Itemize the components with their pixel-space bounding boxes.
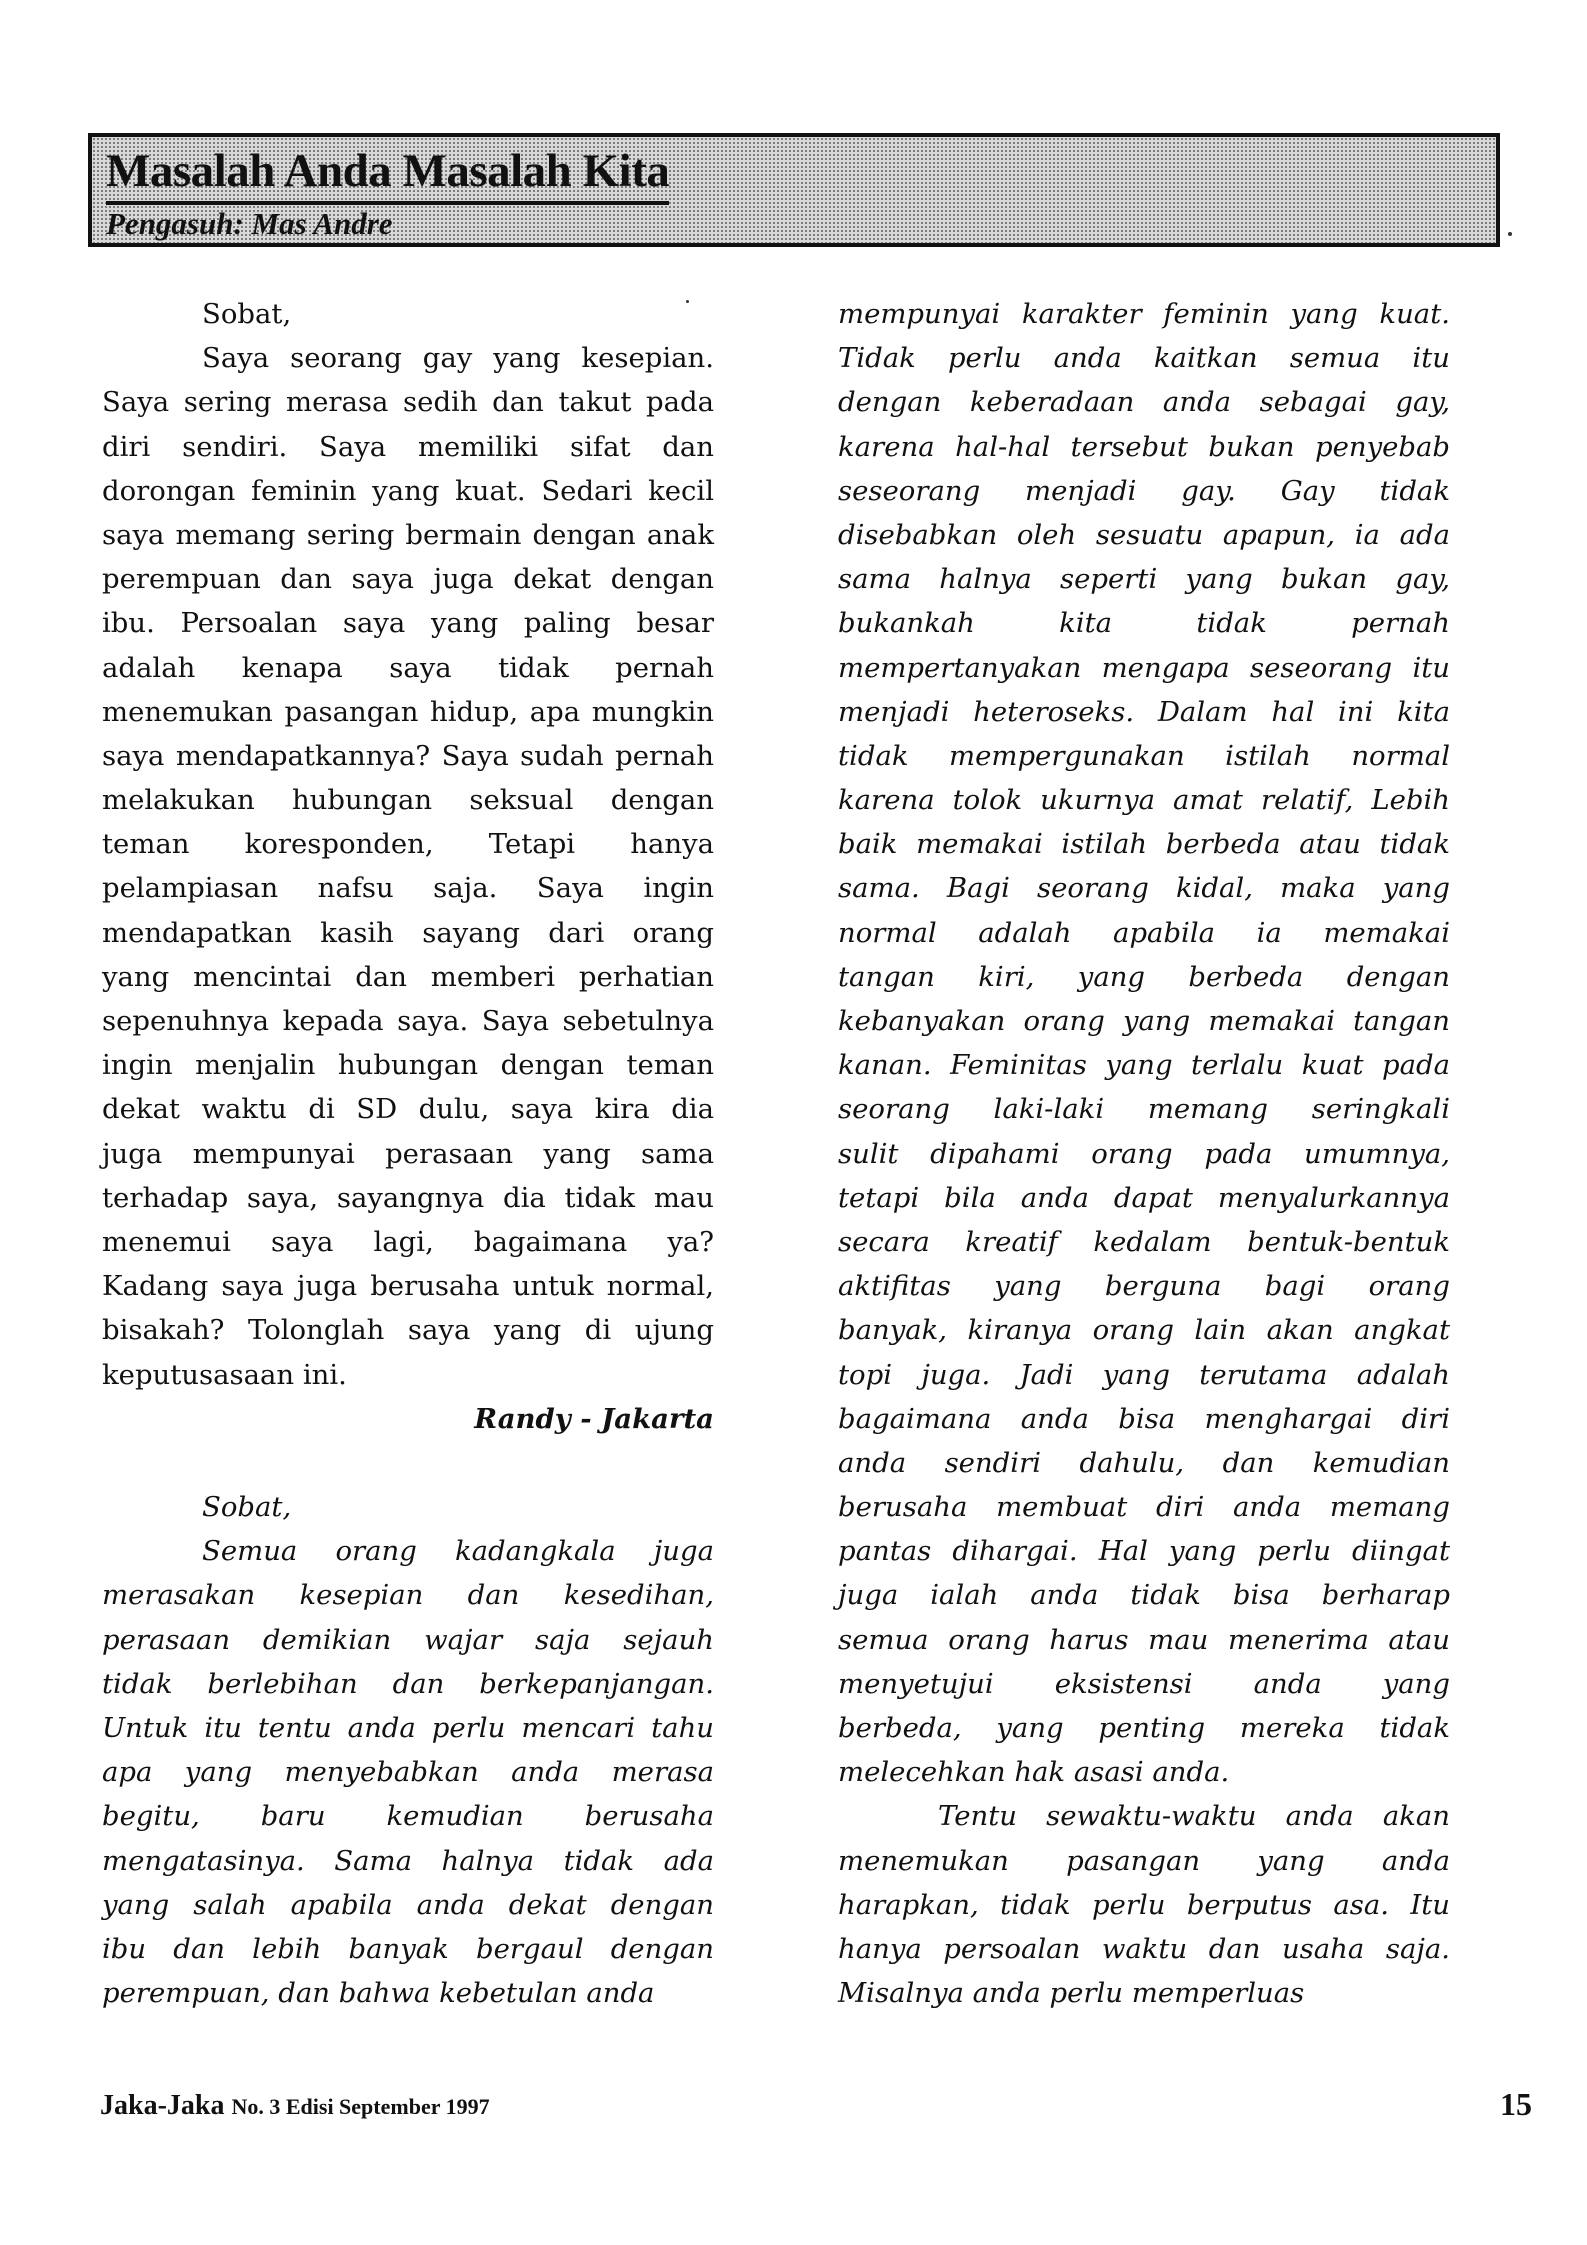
reply-part-1 xyxy=(102,1485,714,2015)
reply-line: kanan. Feminitas yang terlalu kuat pada xyxy=(838,1049,1450,1082)
letter-line: juga mempunyai perasaan yang sama xyxy=(102,1137,714,1170)
reply-line: berusaha membuat diri anda memang xyxy=(838,1491,1450,1524)
letter-line: Sobat, xyxy=(202,298,292,330)
reply-line: topi juga. Jadi yang terutama adalah xyxy=(838,1358,1450,1391)
letter-line: pelampiasan nafsu saja. Saya ingin xyxy=(102,872,714,905)
right-column xyxy=(838,292,1450,2015)
letter-line: sepenuhnya kepada saya. Saya sebetulnya xyxy=(102,1005,714,1037)
letter-line: melakukan hubungan seksual dengan xyxy=(102,784,714,817)
reply-line: tetapi bila anda dapat menyalurkannya xyxy=(838,1181,1450,1214)
reply-line: Untuk itu tentu anda perlu mencari tahu xyxy=(102,1712,714,1744)
letter-line: Kadang saya juga berusaha untuk normal, xyxy=(102,1270,714,1303)
letter-line: adalah kenapa saya tidak pernah xyxy=(102,651,714,684)
letter-line: yang mencintai dan memberi perhatian xyxy=(102,960,714,993)
reply-line: bagaimana anda bisa menghargai diri xyxy=(838,1402,1450,1435)
publication-name: Jaka-Jaka xyxy=(100,2090,225,2121)
reply-line: mempunyai karakter feminin yang kuat. xyxy=(838,298,1450,330)
reader-letter xyxy=(102,292,714,1441)
reply-line: mempertanyakan mengapa seseorang itu xyxy=(838,651,1450,684)
reply-line: Tidak perlu anda kaitkan semua itu xyxy=(838,342,1450,375)
left-column xyxy=(102,292,714,2015)
letter-line: menemukan pasangan hidup, apa mungkin xyxy=(102,695,714,728)
reply-line: begitu, baru kemudian berusaha xyxy=(102,1800,714,1833)
letter-line: keputusasaan ini. xyxy=(102,1358,347,1391)
reply-line: menjadi heteroseks. Dalam hal ini kita xyxy=(838,695,1450,728)
reply-line: perempuan, dan bahwa kebetulan anda xyxy=(102,1977,655,2010)
reply-line: sama. Bagi seorang kidal, maka yang xyxy=(838,872,1450,905)
letter-line: Saya seorang gay yang kesepian. xyxy=(202,342,714,375)
reply-line: mengatasinya. Sama halnya tidak ada xyxy=(102,1844,714,1877)
reply-line: tidak mempergunakan istilah normal xyxy=(838,739,1450,772)
reply-line: anda sendiri dahulu, dan kemudian xyxy=(838,1446,1450,1479)
reply-line: ibu dan lebih banyak bergaul dengan xyxy=(102,1932,714,1965)
reply-line: disebabkan oleh sesuatu apapun, ia ada xyxy=(838,518,1450,551)
letter-line: teman koresponden, Tetapi hanya xyxy=(102,828,714,861)
column-header xyxy=(88,133,1500,247)
reply-line: pantas dihargai. Hal yang perlu diingat xyxy=(838,1535,1450,1568)
paragraph-gap xyxy=(102,1441,714,1485)
reply-line: Tentu sewaktu-waktu anda akan xyxy=(938,1800,1450,1833)
reply-line: seorang laki-laki memang seringkali xyxy=(838,1093,1450,1126)
letter-line: bisakah? Tolonglah saya yang di ujung xyxy=(102,1314,714,1347)
scan-speck xyxy=(686,300,689,303)
letter-line: ingin menjalin hubungan dengan teman xyxy=(102,1049,714,1082)
letter-line: saya memang sering bermain dengan anak xyxy=(102,518,714,551)
letter-line: ibu. Persoalan saya yang paling besar xyxy=(102,607,714,640)
reply-line: semua orang harus mau menerima atau xyxy=(838,1623,1450,1656)
reply-line: karena hal-hal tersebut bukan penyebab xyxy=(838,430,1450,463)
reply-line: Sobat, xyxy=(202,1491,292,1524)
reply-line: juga ialah anda tidak bisa berharap xyxy=(838,1579,1450,1612)
reply-line: bukankah kita tidak pernah xyxy=(838,607,1450,640)
reply-line: merasakan kesepian dan kesedihan, xyxy=(102,1579,714,1612)
letter-line: dorongan feminin yang kuat. Sedari kecil xyxy=(102,474,714,507)
reply-line: yang salah apabila anda dekat dengan xyxy=(102,1888,714,1921)
column-title: Masalah Anda Masalah Kita xyxy=(106,143,669,205)
reply-line: sulit dipahami orang pada umumnya, xyxy=(838,1137,1450,1170)
letter-line: menemui saya lagi, bagaimana ya? xyxy=(102,1225,714,1258)
letter-line: diri sendiri. Saya memiliki sifat dan xyxy=(102,430,714,463)
column-subtitle: Pengasuh: Mas Andre xyxy=(106,206,393,241)
reply-line: berbeda, yang penting mereka tidak xyxy=(838,1712,1450,1744)
reply-line: tangan kiri, yang berbeda dengan xyxy=(838,960,1450,993)
reply-line: banyak, kiranya orang lain akan angkat xyxy=(838,1314,1450,1347)
reply-line: dengan keberadaan anda sebagai gay, xyxy=(838,386,1450,419)
reply-line: Misalnya anda perlu memperluas xyxy=(838,1977,1305,2010)
reply-line: harapkan, tidak perlu berputus asa. Itu xyxy=(838,1888,1450,1921)
letter-line: perempuan dan saya juga dekat dengan xyxy=(102,563,714,596)
reply-line: aktifitas yang berguna bagi orang xyxy=(838,1270,1450,1303)
reply-line: menemukan pasangan yang anda xyxy=(838,1844,1450,1877)
page-number: 15 xyxy=(1500,2086,1532,2122)
issue-info: No. 3 Edisi September 1997 xyxy=(231,2094,490,2119)
reply-line: kebanyakan orang yang memakai tangan xyxy=(838,1005,1450,1037)
reply-line: Semua orang kadangkala juga xyxy=(202,1535,714,1568)
letter-line: Saya sering merasa sedih dan takut pada xyxy=(102,386,714,419)
reply-line: hanya persoalan waktu dan usaha saja. xyxy=(838,1932,1450,1965)
reply-line: baik memakai istilah berbeda atau tidak xyxy=(838,828,1450,861)
scan-speck xyxy=(1508,232,1512,236)
reply-line: karena tolok ukurnya amat relatif, Lebih xyxy=(838,784,1450,817)
publication-footer xyxy=(100,2090,490,2122)
reply-line: perasaan demikian wajar saja sejauh xyxy=(102,1623,714,1656)
reply-line: seseorang menjadi gay. Gay tidak xyxy=(838,474,1450,507)
reply-line: sama halnya seperti yang bukan gay, xyxy=(838,563,1450,596)
letter-line: saya mendapatkannya? Saya sudah pernah xyxy=(102,739,714,772)
reply-line: menyetujui eksistensi anda yang xyxy=(838,1667,1450,1700)
letter-signature: Randy - Jakarta xyxy=(474,1402,714,1435)
reply-line: tidak berlebihan dan berkepanjangan. xyxy=(102,1667,714,1700)
reply-line: melecehkan hak asasi anda. xyxy=(838,1756,1230,1789)
letter-line: dekat waktu di SD dulu, saya kira dia xyxy=(102,1093,714,1126)
reply-line: apa yang menyebabkan anda merasa xyxy=(102,1756,714,1789)
reply-line: normal adalah apabila ia memakai xyxy=(838,916,1450,949)
reply-line: secara kreatif kedalam bentuk-bentuk xyxy=(838,1225,1450,1258)
letter-line: mendapatkan kasih sayang dari orang xyxy=(102,916,714,949)
letter-line: terhadap saya, sayangnya dia tidak mau xyxy=(102,1181,714,1214)
